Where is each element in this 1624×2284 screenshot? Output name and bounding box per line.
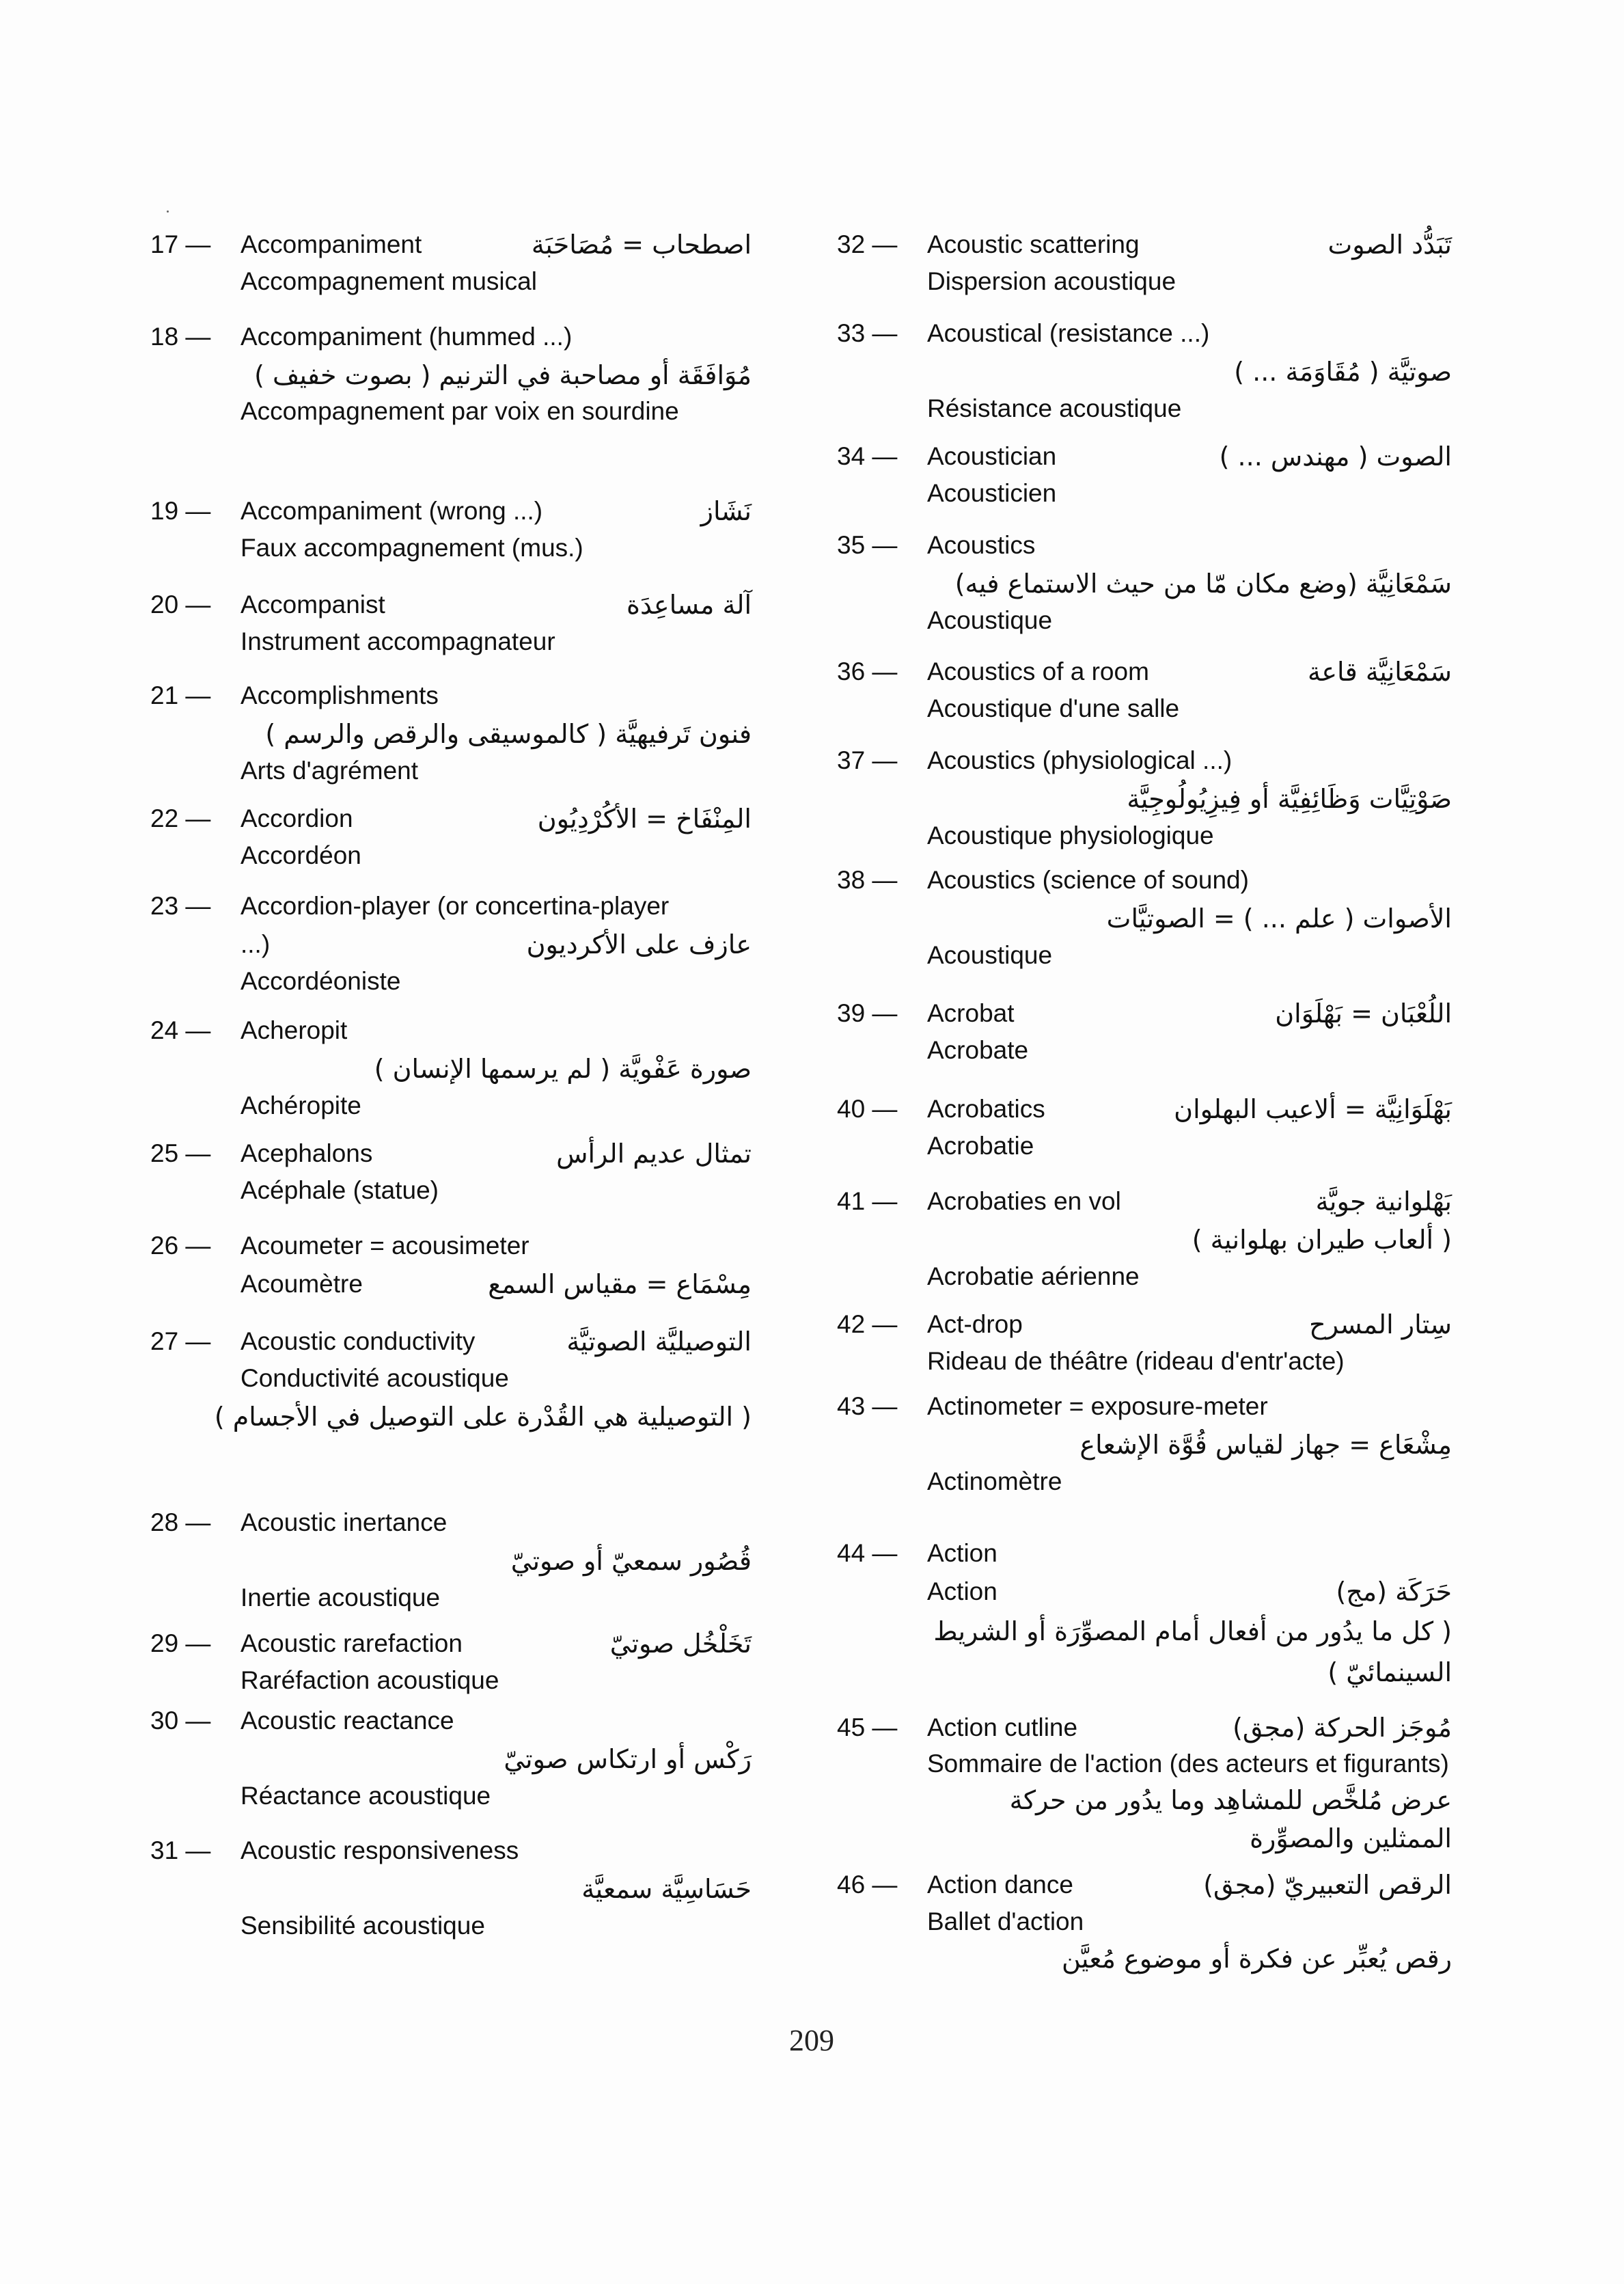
entry-term: Accompaniment (wrong ...): [240, 497, 543, 525]
entry-30: [150, 1702, 752, 1814]
entry-term: Action cutline: [927, 1713, 1078, 1741]
entry-arabic: مِسْمَاع = مقياس السمع: [488, 1269, 752, 1299]
entry-arabic: سَمْعَانِيَّة قاعة: [1307, 657, 1452, 687]
entry-42: [837, 1305, 1452, 1379]
entry-32: [837, 226, 1452, 299]
entry-44: [837, 1534, 1452, 1693]
entry-term: Actinometer = exposure-meter: [927, 1392, 1268, 1420]
entry-40: [837, 1090, 1452, 1164]
entry-term: Acoustic scattering: [927, 230, 1140, 258]
entry-note: ( كل ما يدُور من أفعال أمام المصوِّرَة أو الشريط السينمائيّ ): [933, 1616, 1452, 1687]
entry-arabic: عازف على الأكرديون: [526, 929, 752, 960]
entry-term: Acoustic inertance: [240, 1508, 448, 1536]
entry-french: Sommaire de l'action (des acteurs et figurants): [927, 1750, 1449, 1778]
entry-number: 40 —: [837, 1095, 898, 1123]
entry-38: [837, 861, 1452, 973]
entry-number: 23 —: [150, 892, 211, 920]
entry-french: Résistance acoustique: [927, 394, 1182, 422]
entry-term: Acrobatics: [927, 1095, 1045, 1123]
entry-french: Acoustique physiologique: [927, 821, 1214, 849]
entry-term: Acoumeter = acousimeter: [240, 1232, 529, 1260]
entry-27: [150, 1322, 752, 1437]
entry-french: Instrument accompagnateur: [240, 627, 555, 655]
entry-french: Achéropite: [240, 1091, 361, 1119]
entry-term: Acrobat: [927, 999, 1015, 1027]
entry-french: Acoustique: [927, 606, 1053, 634]
entry-number: 19 —: [150, 497, 211, 525]
entry-45: [837, 1709, 1452, 1858]
entry-french: Acousticien: [927, 479, 1057, 507]
entry-french: Inertie acoustique: [240, 1583, 441, 1612]
entry-arabic-2: ( ألعاب طيران بهلوانية ): [1192, 1225, 1452, 1255]
entry-term-continued: ...): [240, 930, 271, 958]
entry-french: Sensibilité acoustique: [240, 1912, 485, 1940]
entry-25: [150, 1134, 752, 1208]
entry-term: Acoustics (science of sound): [927, 866, 1249, 894]
entry-number: 31 —: [150, 1836, 211, 1864]
entry-number: 45 —: [837, 1713, 898, 1741]
entry-term: Acoustics: [927, 531, 1036, 559]
entry-french: Raréfaction acoustique: [240, 1666, 499, 1694]
entry-arabic: حَسَاسِيَّة سمعيَّة: [581, 1874, 752, 1904]
entry-number: 43 —: [837, 1392, 898, 1420]
entry-20: [150, 586, 752, 660]
entry-term: Acoustics of a room: [927, 657, 1149, 685]
entry-number: 27 —: [150, 1327, 211, 1355]
entry-arabic: صَوْتِيَّات وَظَائِفِيَّة أو فِيزِيُولُوجِيَّة: [1127, 784, 1452, 814]
entry-arabic: اصطحاب = مُصَاحَبَة: [531, 230, 752, 260]
entry-46: [837, 1866, 1452, 1978]
page-speck: [167, 210, 169, 213]
entry-number: 38 —: [837, 866, 898, 894]
entry-french: Action: [927, 1577, 997, 1605]
entry-arabic: المِنْفَاخ = الأكُرْدِيُون: [537, 804, 752, 834]
entry-43: [837, 1387, 1452, 1499]
entry-number: 21 —: [150, 681, 211, 709]
entry-21: [150, 677, 752, 789]
entry-34: [837, 437, 1452, 511]
entry-number: 17 —: [150, 230, 211, 258]
entry-term: Accompanist: [240, 590, 385, 618]
entry-number: 44 —: [837, 1539, 898, 1567]
entry-french: Acrobate: [927, 1036, 1029, 1064]
entry-term: Accompaniment: [240, 230, 422, 258]
entry-number: 34 —: [837, 442, 898, 470]
entry-french: Accordéoniste: [240, 967, 401, 995]
entry-24: [150, 1011, 752, 1124]
entry-arabic: الرقص التعبيريّ (مجق): [1203, 1870, 1452, 1900]
entry-french: Acéphale (statue): [240, 1176, 439, 1204]
entry-term: Accomplishments: [240, 681, 439, 709]
entry-number: 41 —: [837, 1187, 898, 1215]
entry-french: Rideau de théâtre (rideau d'entr'acte): [927, 1347, 1345, 1375]
entry-term: Acoustic rarefaction: [240, 1629, 463, 1657]
entry-arabic: بَهْلَوَانِيَّة = ألاعيب البهلوان: [1174, 1094, 1452, 1124]
entry-term: Accordion-player (or concertina-player: [240, 892, 670, 920]
entry-note: رقص يُعبِّر عن فكرة أو موضوع مُعيَّن: [1061, 1944, 1452, 1974]
entry-number: 36 —: [837, 657, 898, 685]
entry-number: 18 —: [150, 323, 211, 351]
entry-number: 29 —: [150, 1629, 211, 1657]
entry-41: [837, 1182, 1452, 1294]
entry-arabic: مُوجَز الحركة (مجق): [1233, 1713, 1452, 1743]
entry-number: 25 —: [150, 1139, 211, 1167]
entry-number: 32 —: [837, 230, 898, 258]
entry-french: Arts d'agrément: [240, 757, 419, 785]
entry-number: 46 —: [837, 1871, 898, 1899]
entry-arabic: سَمْعَانِيَّة (وضع مكان مّا من حيث الاستماع فيه): [954, 569, 1452, 599]
entry-arabic: نَشَاز: [700, 496, 752, 526]
entry-number: 24 —: [150, 1016, 211, 1044]
entry-note: ( التوصيلية هي القُدْرة على التوصيل في الأجسام ): [214, 1402, 752, 1432]
entry-18: [150, 318, 752, 429]
entry-term: Action: [927, 1539, 997, 1567]
entry-26: [150, 1227, 752, 1303]
entry-33: [837, 314, 1452, 426]
entry-french: Conductivité acoustique: [240, 1364, 509, 1392]
entry-term: Acoustic responsiveness: [240, 1836, 519, 1864]
entry-arabic: رَكْس أو ارتكاس صوتيّ: [504, 1744, 752, 1774]
entry-arabic: مِشْعَاع = جهاز لقياس قُوَّة الإشعاع: [1079, 1430, 1452, 1460]
entry-28: [150, 1504, 752, 1616]
entry-arabic: قُصُور سمعيّ أو صوتيّ: [510, 1546, 752, 1576]
entry-number: 42 —: [837, 1310, 898, 1338]
entry-note: عرض مُلخَّص للمشاهِد وما يدُور من حركة الممثلين والمصوِّرة: [1009, 1785, 1452, 1853]
entry-arabic: الأصوات ( علم ... ) = الصوتيَّات: [1106, 903, 1452, 934]
entry-number: 37 —: [837, 746, 898, 774]
entry-arabic: صورة عَفْويَّة ( لم يرسمها الإنسان ): [374, 1054, 752, 1084]
entry-french: Actinomètre: [927, 1467, 1062, 1495]
entry-french: Accompagnement musical: [240, 267, 537, 295]
entry-arabic: الصوت ( مهندس ... ): [1219, 441, 1452, 472]
entry-term: Accompaniment (hummed ...): [240, 323, 573, 351]
entry-term: Acoustics (physiological ...): [927, 746, 1233, 774]
entry-arabic: بَهْلوانية جويَّة: [1315, 1186, 1452, 1216]
entry-22: [150, 800, 752, 873]
entry-term: Act-drop: [927, 1310, 1023, 1338]
entry-french: Accordéon: [240, 841, 361, 869]
entry-french: Acrobatie aérienne: [927, 1262, 1140, 1290]
entry-arabic: مُوَافَقَة أو مصاحبة في الترنيم ( بصوت خفيف ): [254, 360, 752, 390]
entry-31: [150, 1832, 752, 1944]
entry-36: [837, 653, 1452, 726]
entry-term: Action dance: [927, 1871, 1073, 1899]
entry-number: 20 —: [150, 590, 211, 618]
entry-french: Accompagnement par voix en sourdine: [240, 397, 679, 425]
entry-french: Acoumètre: [240, 1270, 363, 1298]
entry-39: [837, 994, 1452, 1068]
entry-number: 35 —: [837, 531, 898, 559]
entry-term: Acoustical (resistance ...): [927, 319, 1210, 347]
entry-number: 39 —: [837, 999, 898, 1027]
entry-term: Acoustician: [927, 442, 1057, 470]
entry-23: [150, 887, 752, 999]
entry-term: Acoustic reactance: [240, 1707, 454, 1735]
entry-number: 22 —: [150, 804, 211, 832]
entry-arabic: صوتيَّة ( مُقَاوَمَة ... ): [1234, 357, 1452, 387]
entry-number: 26 —: [150, 1232, 211, 1260]
entry-french: Acoustique: [927, 941, 1053, 969]
entry-17: [150, 226, 752, 299]
entry-19: [150, 492, 752, 566]
entry-29: [150, 1624, 752, 1698]
entry-term: Acephalons: [240, 1139, 373, 1167]
entry-number: 28 —: [150, 1508, 211, 1536]
entry-number: 33 —: [837, 319, 898, 347]
entry-35: [837, 526, 1452, 638]
entry-term: Acheropit: [240, 1016, 348, 1044]
entry-french: Réactance acoustique: [240, 1782, 491, 1810]
entry-arabic: تَبَدُّد الصوت: [1327, 230, 1452, 260]
entry-french: Dispersion acoustique: [927, 267, 1176, 295]
entry-french: Acrobatie: [927, 1132, 1034, 1160]
entry-arabic: سِتار المسرح: [1309, 1309, 1452, 1340]
entry-term: Acoustic conductivity: [240, 1327, 476, 1355]
entry-arabic: تمثال عديم الرأس: [556, 1139, 752, 1169]
entry-french: Faux accompagnement (mus.): [240, 534, 583, 562]
entry-arabic: التوصيليَّة الصوتيَّة: [566, 1327, 752, 1357]
entry-arabic: تَخَلْخُل صوتيّ: [609, 1629, 752, 1659]
entry-term: Accordion: [240, 804, 353, 832]
page-number: 209: [789, 2024, 834, 2057]
entry-arabic: آلة مساعِدَة: [627, 590, 752, 620]
entry-arabic: فنون تَرفيهيَّة ( كالموسيقى والرقص والرسم ): [265, 719, 752, 749]
entry-french: Ballet d'action: [927, 1907, 1084, 1935]
entry-term: Acrobaties en vol: [927, 1187, 1121, 1215]
entry-arabic: اللُعْبَان = بَهْلَوَان: [1275, 998, 1452, 1029]
entry-french: Acoustique d'une salle: [927, 694, 1180, 722]
entry-arabic: حَرَكَة (مج): [1336, 1577, 1452, 1607]
entry-number: 30 —: [150, 1707, 211, 1735]
entry-37: [837, 742, 1452, 854]
